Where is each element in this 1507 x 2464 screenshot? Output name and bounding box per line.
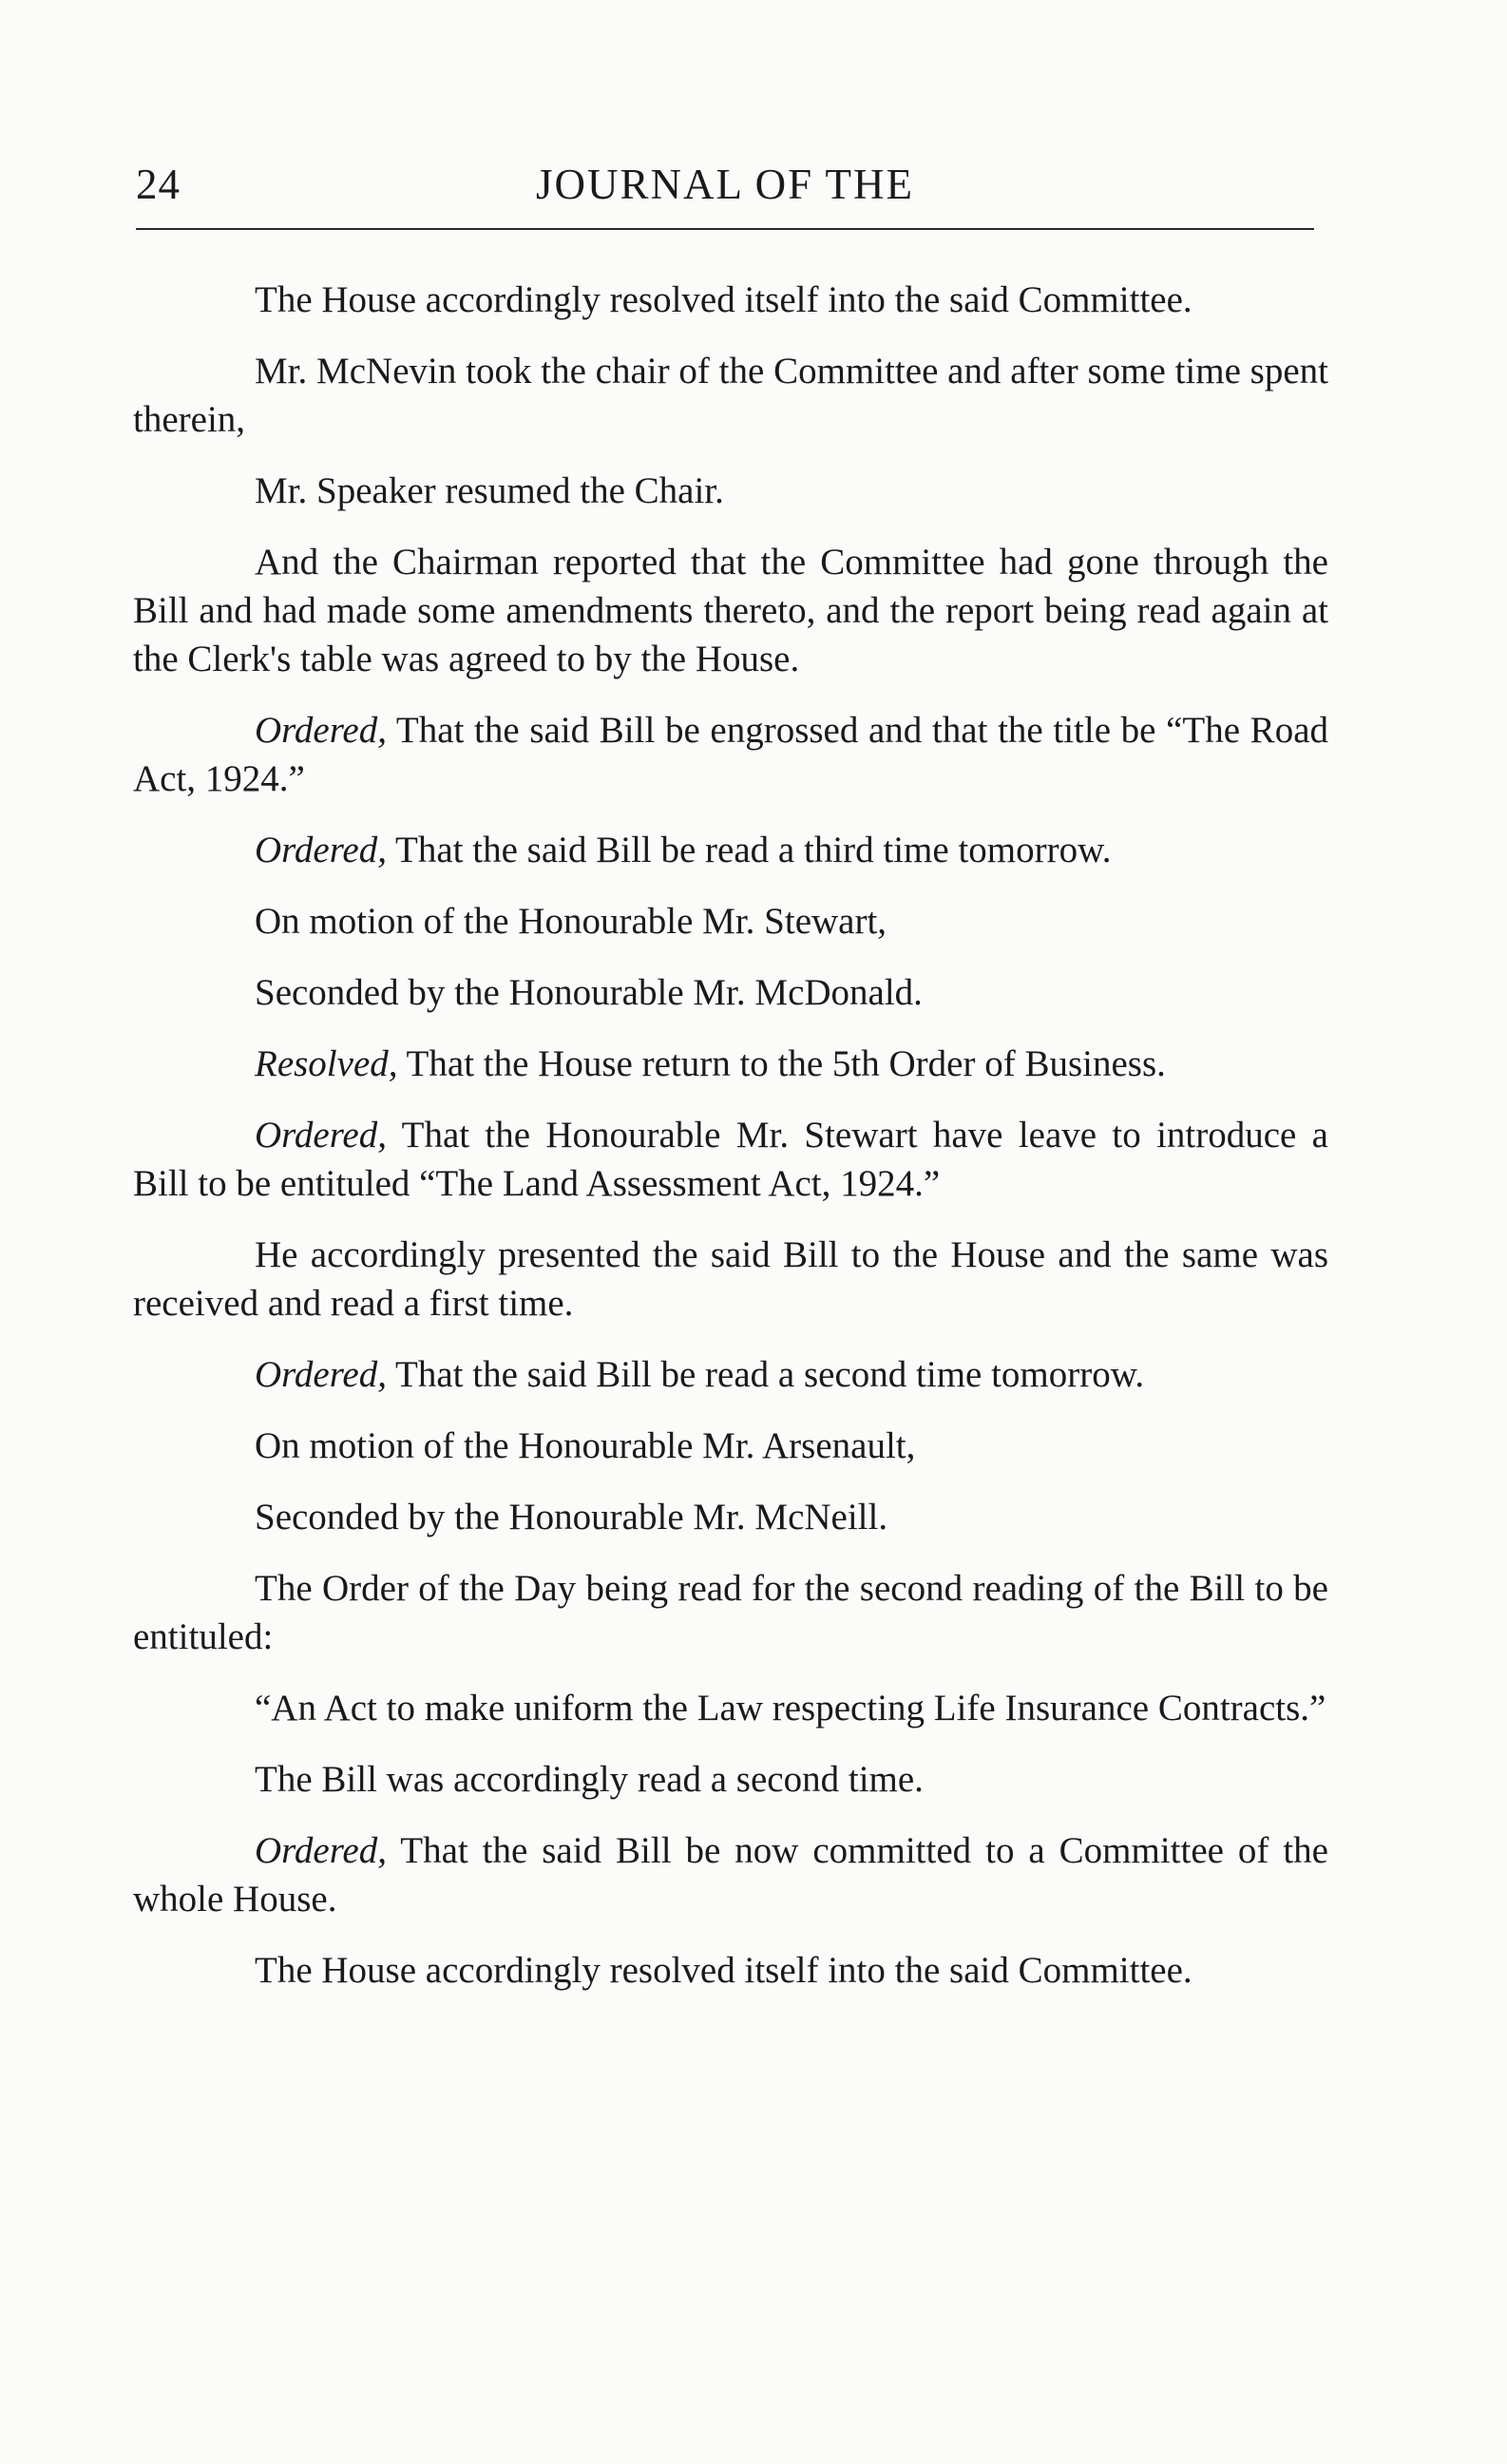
paragraph-text: Mr. McNevin took the chair of the Committee and after some time spent therein,	[133, 351, 1328, 440]
page-number: 24	[136, 161, 181, 208]
paragraph	[133, 1684, 1328, 1732]
paragraph-text: The House accordingly resolved itself into the said Committee.	[255, 1950, 1192, 1991]
paragraph	[133, 1564, 1328, 1661]
paragraph	[133, 538, 1328, 683]
paragraph	[133, 467, 1328, 515]
paragraph-text: The Bill was accordingly read a second time.	[255, 1759, 924, 1800]
paragraph	[133, 897, 1328, 945]
paragraph	[133, 1040, 1328, 1088]
paragraph	[133, 347, 1328, 444]
paragraph-text: The Order of the Day being read for the second reading of the Bill to be entituled:	[133, 1568, 1328, 1657]
paragraph-text: On motion of the Honourable Mr. Arsenault,	[255, 1425, 916, 1466]
paragraph-text: Seconded by the Honourable Mr. McDonald.	[255, 972, 923, 1013]
paragraph-lead: Ordered,	[255, 1830, 387, 1871]
paragraph-lead: Ordered,	[255, 1354, 387, 1395]
paragraph	[133, 826, 1328, 874]
paragraph	[133, 276, 1328, 324]
paragraph	[133, 1755, 1328, 1804]
paragraph-text: That the Honourable Mr. Stewart have leave to introduce a Bill to be entituled “The Land Assessment Act, 1924.”	[133, 1115, 1328, 1204]
running-head	[136, 160, 1314, 217]
paragraph	[133, 1231, 1328, 1328]
journal-title: JOURNAL OF THE	[535, 161, 915, 208]
paragraph	[133, 1111, 1328, 1208]
paragraph-lead: Resolved,	[255, 1043, 398, 1084]
paragraph-text: On motion of the Honourable Mr. Stewart,	[255, 901, 887, 942]
paragraph	[133, 706, 1328, 803]
paragraph	[133, 968, 1328, 1017]
paragraph-text: That the House return to the 5th Order of Business.	[397, 1043, 1166, 1084]
paragraph	[133, 1350, 1328, 1399]
paragraph-text: Seconded by the Honourable Mr. McNeill.	[255, 1497, 888, 1538]
paragraph	[133, 1493, 1328, 1541]
paragraph-text: “An Act to make uniform the Law respecting Life Insurance Contracts.”	[255, 1688, 1326, 1729]
paragraph	[133, 1422, 1328, 1470]
paragraph-text: That the said Bill be now committed to a Committee of the whole House.	[133, 1830, 1328, 1920]
header-rule	[136, 228, 1314, 230]
paragraph-text: The House accordingly resolved itself into the said Committee.	[255, 279, 1192, 320]
paragraph	[133, 1826, 1328, 1923]
journal-body	[133, 276, 1328, 2017]
paragraph-lead: Ordered,	[255, 1115, 387, 1156]
paragraph-text: That the said Bill be read a third time tomorrow.	[387, 830, 1112, 870]
paragraph-lead: Ordered,	[255, 830, 387, 870]
paragraph-text: That the said Bill be read a second time tomorrow.	[387, 1354, 1145, 1395]
paragraph	[133, 1946, 1328, 1995]
paragraph-lead: Ordered,	[255, 710, 387, 751]
paragraph-text: He accordingly presented the said Bill to the House and the same was received and read a first time.	[133, 1234, 1328, 1324]
paragraph-text: That the said Bill be engrossed and that the title be “The Road Act, 1924.”	[133, 710, 1328, 799]
paragraph-text: Mr. Speaker resumed the Chair.	[255, 470, 724, 511]
paragraph-text: And the Chairman reported that the Committee had gone through the Bill and had made some amendments thereto, and the report being read again at the Clerk's table was agreed to by the House.	[133, 542, 1328, 679]
